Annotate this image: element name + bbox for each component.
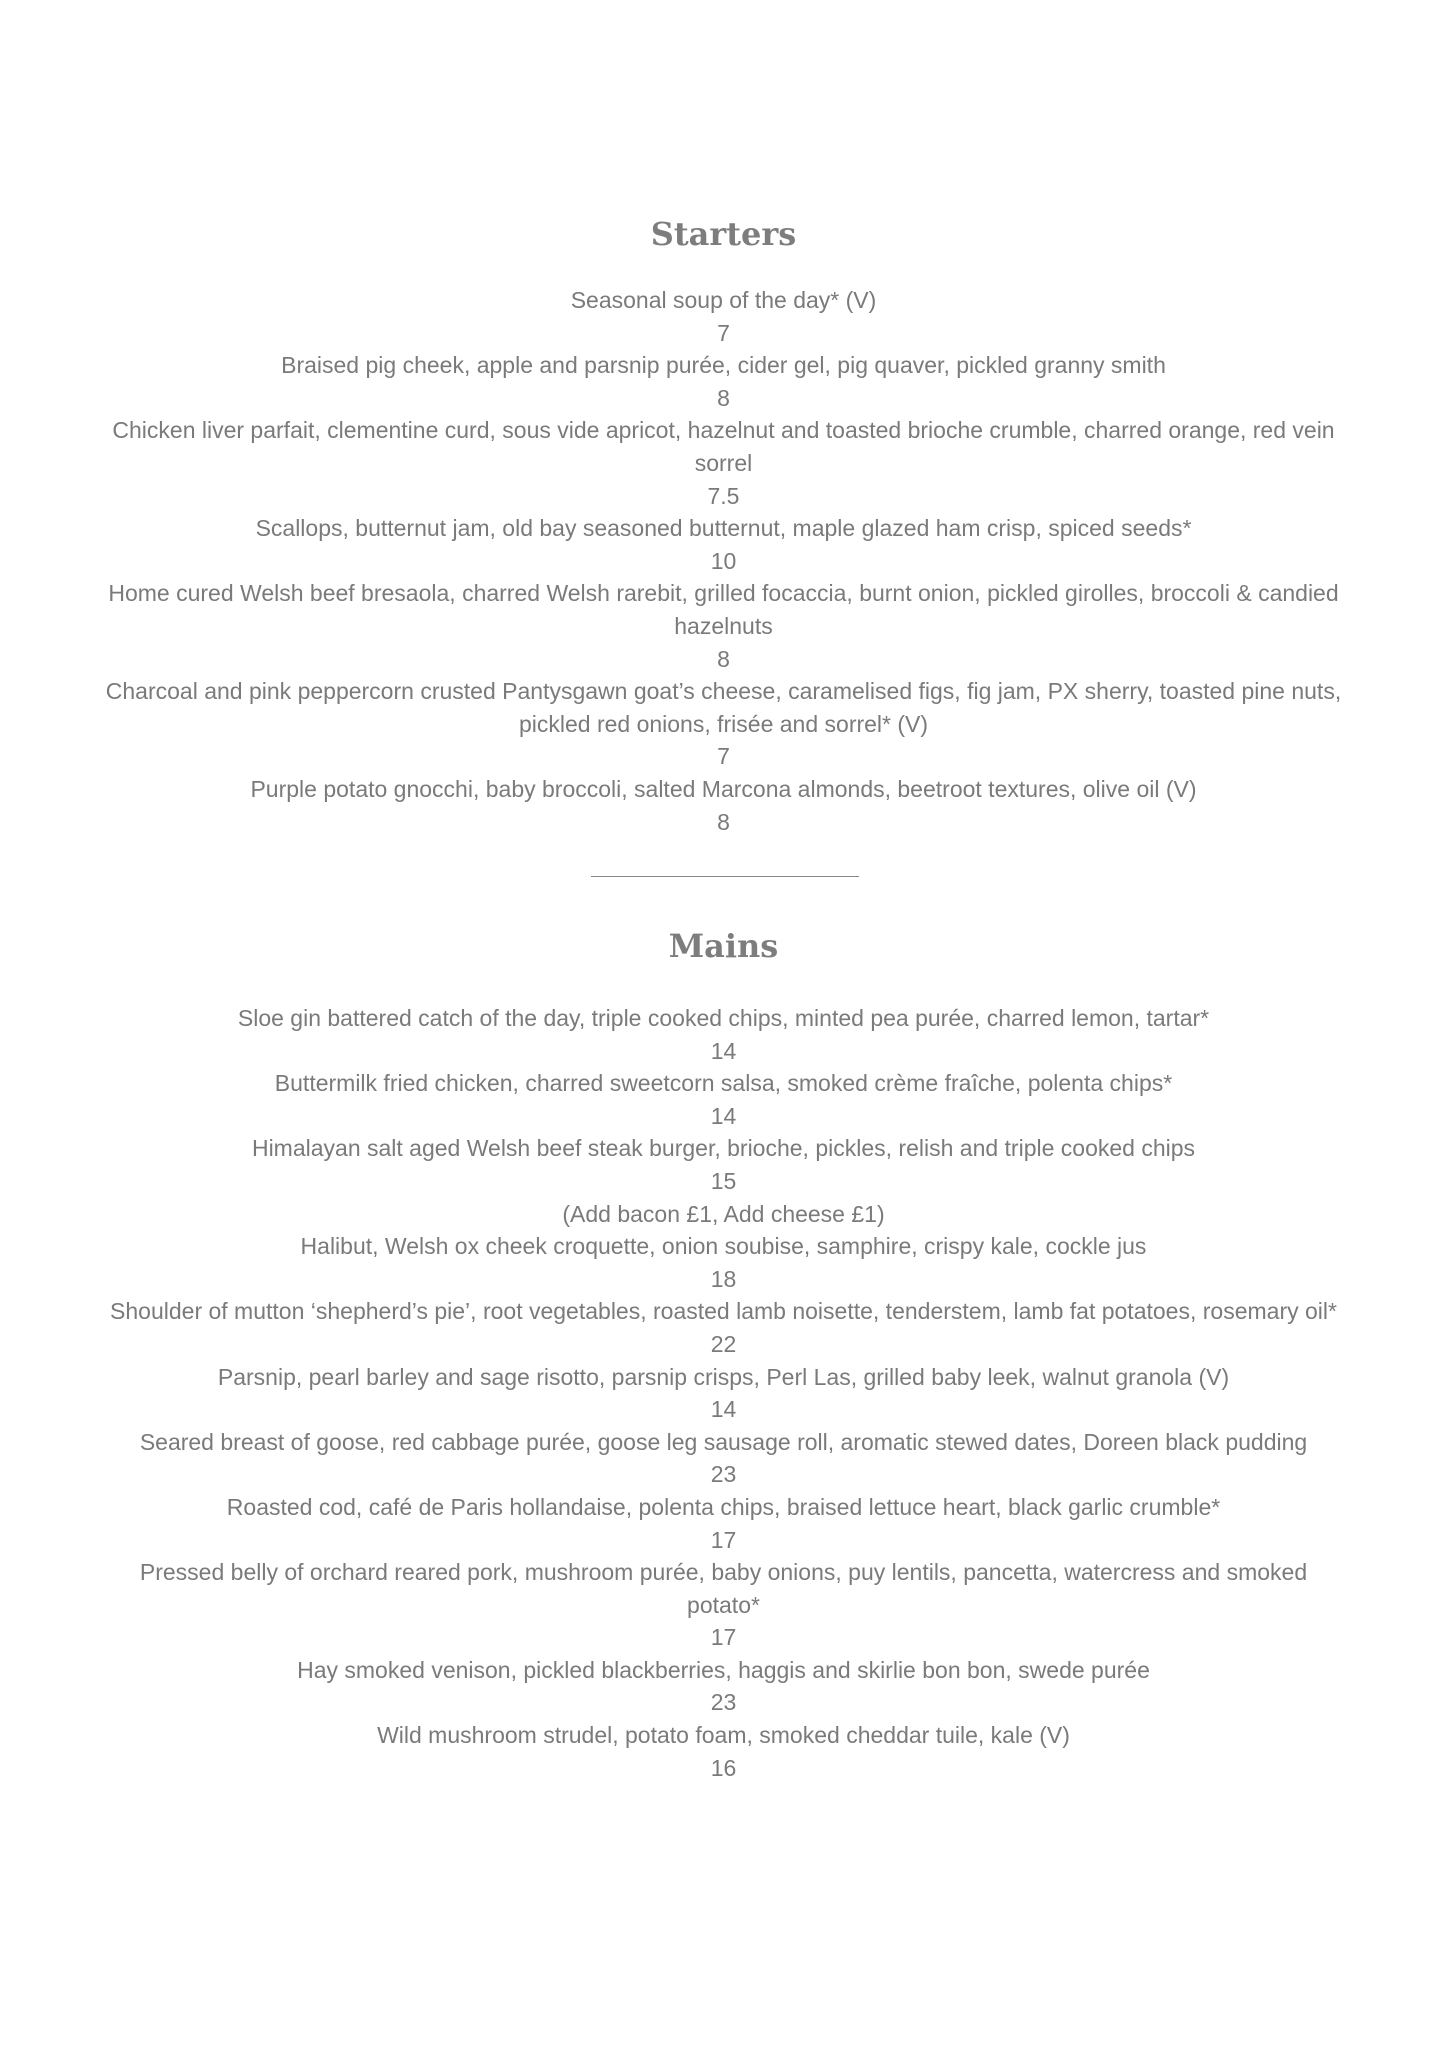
menu-item bbox=[104, 1002, 1344, 1067]
menu-item bbox=[104, 1491, 1344, 1556]
item-price: 8 bbox=[717, 808, 730, 835]
item-price: 8 bbox=[717, 384, 730, 411]
item-description: Purple potato gnocchi, baby broccoli, salted Marcona almonds, beetroot textures, olive oil (V) bbox=[250, 775, 1197, 802]
item-description: Sloe gin battered catch of the day, triple cooked chips, minted pea purée, charred lemon, tartar* bbox=[237, 1005, 1210, 1031]
menu-item bbox=[104, 1719, 1344, 1784]
item-description: Shoulder of mutton ‘shepherd’s pie’, root vegetables, roasted lamb noisette, tenderstem, lamb fat potatoes, rosemary oil* bbox=[110, 1298, 1337, 1325]
menu-item bbox=[104, 577, 1344, 675]
item-price: 7 bbox=[717, 743, 730, 770]
item-description: Chicken liver parfait, clementine curd, sous vide apricot, hazelnut and toasted brioche crumble, charred orange, red vein sorrel bbox=[112, 417, 1335, 476]
item-description: Braised pig cheek, apple and parsnip purée, cider gel, pig quaver, pickled granny smith bbox=[281, 352, 1166, 379]
menu-item bbox=[104, 1361, 1344, 1426]
menu-item bbox=[104, 512, 1344, 577]
item-price: 23 bbox=[710, 1689, 737, 1716]
menu-item bbox=[104, 1556, 1344, 1654]
item-price: 18 bbox=[710, 1265, 737, 1292]
starters-list bbox=[104, 284, 1344, 838]
item-price: 17 bbox=[710, 1624, 737, 1651]
starters-section bbox=[0, 214, 1447, 838]
item-description: Home cured Welsh beef bresaola, charred Welsh rarebit, grilled focaccia, burnt onion, pickled girolles, broccoli & candied hazelnuts bbox=[108, 580, 1339, 639]
item-price: 17 bbox=[710, 1526, 737, 1553]
menu-item bbox=[104, 1132, 1344, 1230]
item-price: 16 bbox=[710, 1754, 737, 1781]
menu-item bbox=[104, 675, 1344, 773]
item-description: Parsnip, pearl barley and sage risotto, parsnip crisps, Perl Las, grilled baby leek, walnut granola (V) bbox=[217, 1363, 1230, 1390]
item-description: Himalayan salt aged Welsh beef steak burger, brioche, pickles, relish and triple cooked chips bbox=[251, 1135, 1196, 1162]
menu-item bbox=[104, 1426, 1344, 1491]
item-description: Roasted cod, café de Paris hollandaise, polenta chips, braised lettuce heart, black garlic crumble* bbox=[226, 1493, 1221, 1520]
menu-item bbox=[104, 349, 1344, 414]
item-description: Charcoal and pink peppercorn crusted Pantysgawn goat’s cheese, caramelised figs, fig jam, PX sherry, toasted pine nuts, pickled red onions, frisée and sorrel* (V) bbox=[105, 678, 1342, 737]
item-price: 15 bbox=[710, 1167, 737, 1194]
item-price: 7 bbox=[717, 319, 730, 346]
mains-section bbox=[0, 926, 1447, 1784]
item-description: Wild mushroom strudel, potato foam, smoked cheddar tuile, kale (V) bbox=[377, 1722, 1070, 1749]
item-description: Seared breast of goose, red cabbage purée, goose leg sausage roll, aromatic stewed dates, Doreen black pudding bbox=[139, 1428, 1308, 1455]
menu-item bbox=[104, 284, 1344, 349]
item-price: 8 bbox=[717, 645, 730, 672]
mains-title: Mains bbox=[668, 927, 779, 965]
menu-item bbox=[104, 1295, 1344, 1360]
item-description: Seasonal soup of the day* (V) bbox=[570, 287, 877, 313]
item-price: 23 bbox=[710, 1461, 737, 1488]
item-description: Buttermilk fried chicken, charred sweetcorn salsa, smoked crème fraîche, polenta chips* bbox=[274, 1070, 1173, 1097]
section-divider bbox=[591, 876, 859, 877]
item-note: (Add bacon £1, Add cheese £1) bbox=[562, 1200, 885, 1227]
mains-list bbox=[104, 1002, 1344, 1784]
item-price: 14 bbox=[710, 1396, 737, 1423]
item-price: 14 bbox=[710, 1037, 737, 1064]
item-price: 14 bbox=[710, 1102, 737, 1129]
item-description: Scallops, butternut jam, old bay seasoned butternut, maple glazed ham crisp, spiced seeds* bbox=[255, 515, 1192, 542]
menu-item bbox=[104, 1067, 1344, 1132]
item-description: Pressed belly of orchard reared pork, mushroom purée, baby onions, puy lentils, pancetta, watercress and smoked potato* bbox=[139, 1559, 1308, 1618]
menu-item bbox=[104, 773, 1344, 838]
item-price: 10 bbox=[710, 547, 737, 574]
item-price: 7.5 bbox=[707, 482, 740, 509]
menu-item bbox=[104, 1230, 1344, 1295]
item-price: 22 bbox=[710, 1330, 737, 1357]
menu-item bbox=[104, 414, 1344, 512]
menu-item bbox=[104, 1654, 1344, 1719]
item-description: Hay smoked venison, pickled blackberries, haggis and skirlie bon bon, swede purée bbox=[297, 1656, 1150, 1683]
starters-title: Starters bbox=[650, 215, 797, 253]
item-description: Halibut, Welsh ox cheek croquette, onion soubise, samphire, crispy kale, cockle jus bbox=[300, 1233, 1147, 1260]
